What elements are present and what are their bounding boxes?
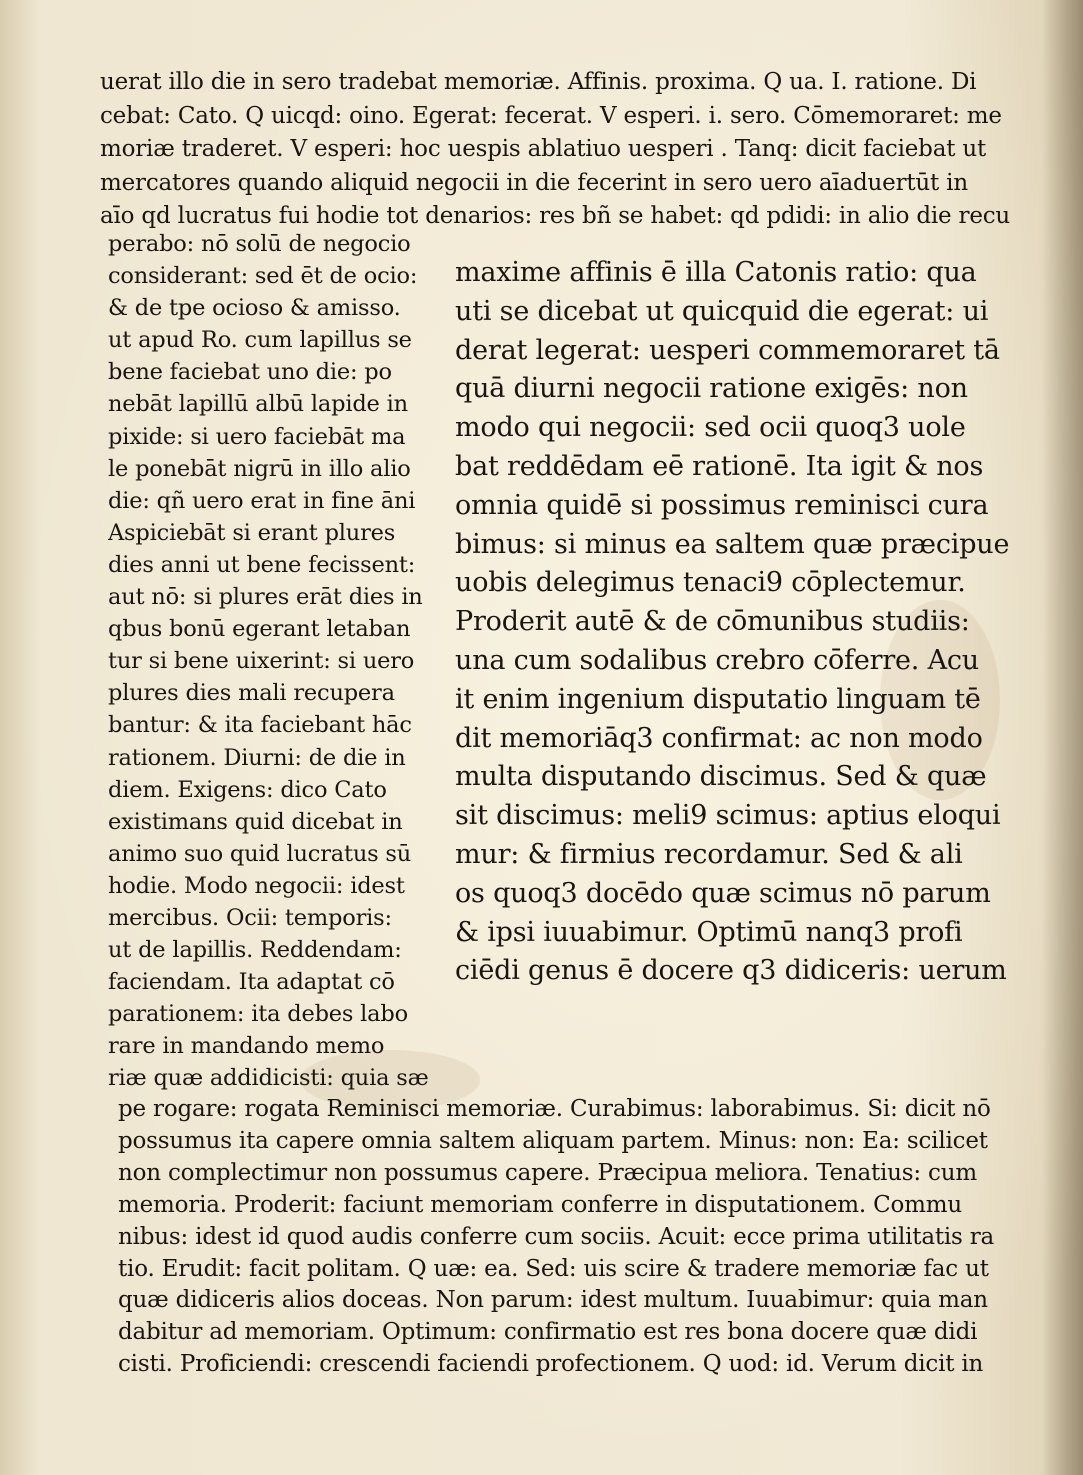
commentary-left-column bbox=[108, 228, 438, 1095]
main-text-line: mur: & firmius recordamur. Sed & ali bbox=[455, 838, 963, 870]
commentary-line: perabo: nō solū de negocio bbox=[108, 231, 411, 257]
main-text-line: ciēdi genus ē docere q3 didiceris: uerum bbox=[455, 955, 1007, 987]
commentary-line: tur si bene uixerint: si uero bbox=[108, 648, 415, 675]
main-text-line: & ipsi iuuabimur. Optimū nanq3 profi bbox=[455, 916, 963, 948]
commentary-line: Aspiciebāt si erant plures bbox=[108, 519, 396, 546]
commentary-line: hodie. Modo negocii: idest bbox=[108, 872, 405, 899]
commentary-line: cebat: Cato. Q uicqd: oino. Egerat: fecerat. V esperi. i. sero. Cōmemoraret: me bbox=[100, 102, 1002, 129]
commentary-line: mercibus. Ocii: temporis: bbox=[108, 904, 392, 931]
commentary-line: nebāt lapillū albū lapide in bbox=[108, 391, 408, 418]
commentary-line: aīo qd lucratus fui hodie tot denarios: res bñ se habet: qd pdidi: in alio die recu bbox=[100, 203, 1011, 229]
commentary-line: diem. Exigens: dico Cato bbox=[108, 776, 387, 803]
commentary-line: bantur: & ita faciebant hāc bbox=[108, 712, 412, 739]
commentary-line: pixide: si uero faciebāt ma bbox=[108, 423, 406, 450]
commentary-line: pe rogare: rogata Reminisci memoriæ. Curabimus: laborabimus. Si: dicit nō bbox=[118, 1096, 991, 1122]
commentary-line: qbus bonū egerant letaban bbox=[108, 616, 411, 643]
commentary-line: & de tpe ocioso & amisso. bbox=[108, 295, 401, 322]
main-text-line: bimus: si minus ea saltem quæ præcipue bbox=[455, 528, 1010, 560]
commentary-line: moriæ traderet. V esperi: hoc uespis ablatiuo uesperi . Tanq: dicit faciebat ut bbox=[100, 136, 987, 162]
main-text-line: uti se dicebat ut quicquid die egerat: ui bbox=[455, 295, 989, 327]
commentary-line: mercatores quando aliquid negocii in die fecerint in sero uero aīaduertūt in bbox=[100, 169, 968, 196]
commentary-line: cisti. Proficiendi: crescendi faciendi profectionem. Q uod: id. Verum dicit in bbox=[118, 1351, 984, 1378]
page-edge-shadow bbox=[1043, 0, 1083, 1475]
commentary-line: ut de lapillis. Reddendam: bbox=[108, 937, 402, 964]
main-text-line: quā diurni negocii ratione exigēs: non bbox=[455, 373, 968, 405]
main-text-column bbox=[455, 254, 1030, 991]
main-text-line: uobis delegimus tenaci9 cōplectemur. bbox=[455, 567, 966, 599]
commentary-line: le ponebāt nigrū in illo alio bbox=[108, 455, 411, 482]
commentary-line: nibus: idest id quod audis conferre cum sociis. Acuit: ecce prima utilitatis ra bbox=[118, 1223, 995, 1250]
commentary-line: rare in mandando memo bbox=[108, 1033, 385, 1060]
commentary-top bbox=[100, 66, 1030, 234]
commentary-line: memoria. Proderit: faciunt memoriam conferre in disputationem. Commu bbox=[118, 1191, 962, 1218]
commentary-line: ut apud Ro. cum lapillus se bbox=[108, 327, 412, 354]
main-text-line: derat legerat: uesperi commemoraret tā bbox=[455, 334, 1000, 366]
commentary-line: animo suo quid lucratus sū bbox=[108, 840, 412, 867]
commentary-line: riæ quæ addidicisti: quia sæ bbox=[108, 1065, 429, 1092]
main-text-line: multa disputando discimus. Sed & quæ bbox=[455, 761, 987, 793]
commentary-line: parationem: ita debes labo bbox=[108, 1001, 408, 1028]
main-text-line: una cum sodalibus crebro cōferre. Acu bbox=[455, 644, 979, 676]
main-text-line: os quoq3 docēdo quæ scimus nō parum bbox=[455, 877, 991, 909]
main-text-line: modo qui negocii: sed ocii quoq3 uole bbox=[455, 412, 966, 444]
commentary-line: considerant: sed ēt de ocio: bbox=[108, 263, 418, 290]
commentary-line: possumus ita capere omnia saltem aliquam partem. Minus: non: Ea: scilicet bbox=[118, 1127, 988, 1154]
commentary-line: plures dies mali recupera bbox=[108, 680, 395, 707]
commentary-line: faciendam. Ita adaptat cō bbox=[108, 969, 395, 996]
main-text-line: Proderit autē & de cōmunibus studiis: bbox=[455, 606, 970, 638]
commentary-line: non complectimur non possumus capere. Præcipua meliora. Tenatius: cum bbox=[118, 1159, 977, 1186]
commentary-line: dies anni ut bene fecissent: bbox=[108, 551, 416, 578]
commentary-line: quæ didiceris alios doceas. Non parum: idest multum. Iuuabimur: quia man bbox=[118, 1287, 988, 1314]
commentary-line: existimans quid dicebat in bbox=[108, 808, 403, 835]
commentary-line: die: qñ uero erat in fine āni bbox=[108, 487, 416, 514]
main-text-line: sit discimus: meli9 scimus: aptius eloqui bbox=[455, 800, 1001, 832]
main-text-line: dit memoriāq3 confirmat: ac non modo bbox=[455, 722, 983, 754]
commentary-line: tio. Erudit: facit politam. Q uæ: ea. Sed: uis scire & tradere memoriæ fac ut bbox=[118, 1255, 989, 1282]
main-text-line: maxime affinis ē illa Catonis ratio: qua bbox=[455, 257, 977, 288]
main-text-line: bat reddēdam eē rationē. Ita igit & nos bbox=[455, 450, 984, 482]
commentary-line: bene faciebat uno die: po bbox=[108, 359, 392, 386]
commentary-bottom bbox=[118, 1094, 1038, 1381]
commentary-line: rationem. Diurni: de die in bbox=[108, 744, 406, 771]
commentary-line: uerat illo die in sero tradebat memoriæ. Affinis. proxima. Q ua. I. ratione. Di bbox=[100, 69, 977, 95]
commentary-line: aut nō: si plures erāt dies in bbox=[108, 584, 423, 611]
main-text-line: omnia quidē si possimus reminisci cura bbox=[455, 489, 989, 521]
main-text-line: it enim ingenium disputatio linguam tē bbox=[455, 683, 981, 715]
commentary-line: dabitur ad memoriam. Optimum: confirmatio est res bona docere quæ didi bbox=[118, 1319, 978, 1346]
